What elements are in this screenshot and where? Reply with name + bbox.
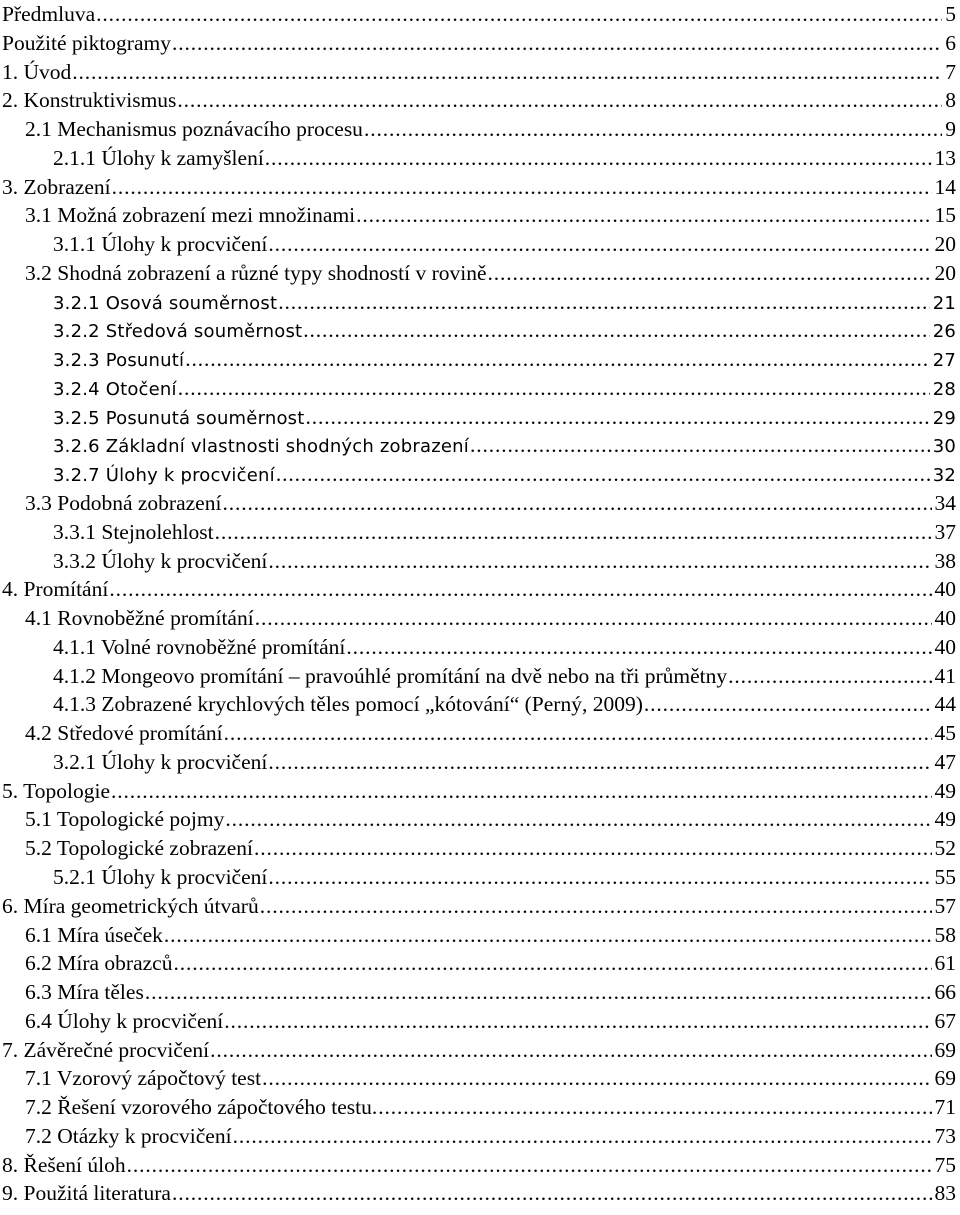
toc-entry[interactable] bbox=[0, 489, 960, 518]
toc-entry-page-number: 30 bbox=[932, 436, 956, 458]
toc-entry-title: 3.1.1 Úlohy k procvičení bbox=[53, 232, 268, 257]
toc-entry[interactable] bbox=[0, 518, 960, 547]
toc-entry-title: 7.1 Vzorový zápočtový test bbox=[25, 1066, 262, 1091]
toc-entry[interactable] bbox=[0, 316, 960, 345]
toc-entry-title: 6.1 Míra úseček bbox=[25, 922, 163, 947]
toc-entry-page-number: 75 bbox=[934, 1152, 956, 1177]
dot-leader bbox=[644, 690, 932, 719]
toc-entry-page-number: 69 bbox=[934, 1066, 956, 1091]
toc-entry[interactable] bbox=[0, 662, 960, 691]
dot-leader bbox=[173, 949, 931, 978]
toc-entry-page-number: 49 bbox=[934, 778, 956, 803]
dot-leader bbox=[265, 144, 932, 173]
toc-entry[interactable] bbox=[0, 949, 960, 978]
dot-leader bbox=[177, 86, 942, 115]
toc-entry[interactable] bbox=[0, 431, 960, 460]
dot-leader bbox=[224, 719, 932, 748]
dot-leader bbox=[224, 1007, 931, 1036]
dot-leader bbox=[378, 1093, 931, 1122]
toc-entry-title: 3.2.7 Úlohy k procvičení bbox=[53, 465, 275, 487]
dot-leader bbox=[488, 259, 932, 288]
dot-leader bbox=[470, 431, 930, 460]
toc-entry-page-number: 57 bbox=[934, 893, 956, 918]
toc-entry-page-number: 20 bbox=[934, 260, 956, 285]
toc-entry-title: 4.1 Rovnoběžné promítání bbox=[25, 606, 254, 631]
toc-entry[interactable] bbox=[0, 144, 960, 173]
toc-entry-title: 4. Promítání bbox=[2, 577, 109, 602]
toc-entry-title: 7.2 Otázky k procvičení bbox=[25, 1123, 232, 1148]
dot-leader bbox=[364, 115, 942, 144]
toc-entry-title: 6.4 Úlohy k procvičení bbox=[25, 1008, 224, 1033]
toc-entry-page-number: 47 bbox=[934, 749, 956, 774]
toc-entry-title: 5.2.1 Úlohy k procvičení bbox=[53, 864, 268, 889]
toc-entry-page-number: 45 bbox=[934, 721, 956, 746]
toc-entry[interactable] bbox=[0, 374, 960, 403]
toc-entry-title: Předmluva bbox=[2, 2, 96, 26]
dot-leader bbox=[178, 374, 930, 403]
toc-entry-page-number: 32 bbox=[932, 465, 956, 487]
toc-entry-page-number: 40 bbox=[934, 577, 956, 602]
toc-entry-title: 6. Míra geometrických útvarů bbox=[2, 893, 259, 918]
toc-entry-page-number: 14 bbox=[934, 174, 956, 199]
toc-entry-title: 9. Použitá literatura bbox=[2, 1181, 171, 1206]
toc-entry[interactable] bbox=[0, 29, 960, 58]
toc-entry[interactable] bbox=[0, 633, 960, 662]
toc-entry-title: 4.1.2 Mongeovo promítání – pravoúhlé promítání na dvě nebo na tři průmětny bbox=[53, 663, 728, 688]
toc-entry-page-number: 44 bbox=[934, 692, 956, 717]
toc-entry[interactable] bbox=[0, 1064, 960, 1093]
dot-leader bbox=[254, 834, 932, 863]
toc-entry-page-number: 40 bbox=[934, 606, 956, 631]
toc-entry[interactable] bbox=[0, 834, 960, 863]
toc-entry-page-number: 73 bbox=[934, 1123, 956, 1148]
toc-entry-page-number: 69 bbox=[934, 1037, 956, 1062]
toc-entry-title: 3.2.2 Středová souměrnost bbox=[53, 321, 303, 343]
toc-entry[interactable] bbox=[0, 259, 960, 288]
toc-entry[interactable] bbox=[0, 719, 960, 748]
toc-entry[interactable] bbox=[0, 0, 960, 29]
toc-entry[interactable] bbox=[0, 1036, 960, 1065]
toc-entry-title: 3.3.2 Úlohy k procvičení bbox=[53, 548, 268, 573]
toc-entry-title: 1. Úvod bbox=[2, 59, 72, 84]
toc-entry-page-number: 15 bbox=[934, 203, 956, 228]
toc-entry-title: 4.1.3 Zobrazené krychlových těles pomocí „kótování“ (Perný, 2009) bbox=[53, 692, 643, 717]
dot-leader bbox=[268, 748, 931, 777]
dot-leader bbox=[96, 0, 942, 29]
toc-entry-title: 5.2 Topologické zobrazení bbox=[25, 836, 253, 861]
toc-entry-page-number: 9 bbox=[945, 117, 956, 142]
toc-entry[interactable] bbox=[0, 115, 960, 144]
toc-entry-page-number: 40 bbox=[934, 634, 956, 659]
dot-leader bbox=[262, 1064, 931, 1093]
toc-entry[interactable] bbox=[0, 1122, 960, 1151]
toc-entry-title: 4.1.1 Volné rovnoběžné promítání bbox=[53, 634, 346, 659]
toc-entry[interactable] bbox=[0, 604, 960, 633]
dot-leader bbox=[210, 1036, 931, 1065]
dot-leader bbox=[164, 921, 932, 950]
toc-entry-title: 3. Zobrazení bbox=[2, 174, 111, 199]
toc-entry-page-number: 5 bbox=[945, 2, 956, 26]
toc-entry[interactable] bbox=[0, 921, 960, 950]
toc-entry[interactable] bbox=[0, 345, 960, 374]
toc-entry-page-number: 37 bbox=[934, 519, 956, 544]
toc-entry-title: 5.1 Topologické pojmy bbox=[25, 807, 225, 832]
toc-entry[interactable] bbox=[0, 403, 960, 432]
toc-entry-page-number: 13 bbox=[934, 145, 956, 170]
toc-entry[interactable] bbox=[0, 86, 960, 115]
toc-entry[interactable] bbox=[0, 863, 960, 892]
toc-entry-title: 2.1.1 Úlohy k zamyšlení bbox=[53, 145, 264, 170]
dot-leader bbox=[233, 1122, 932, 1151]
toc-entry[interactable] bbox=[0, 690, 960, 719]
toc-entry-title: 2. Konstruktivismus bbox=[2, 88, 177, 113]
toc-entry-page-number: 29 bbox=[932, 407, 956, 429]
toc-entry-title: 8. Řešení úloh bbox=[2, 1152, 126, 1177]
toc-entry-title: 3.3 Podobná zobrazení bbox=[25, 491, 222, 516]
dot-leader bbox=[145, 978, 932, 1007]
toc-entry-title: 6.2 Míra obrazců bbox=[25, 951, 173, 976]
toc-entry-page-number: 28 bbox=[932, 378, 956, 400]
toc-entry-page-number: 20 bbox=[934, 232, 956, 257]
dot-leader bbox=[109, 575, 931, 604]
toc-entry-page-number: 55 bbox=[934, 864, 956, 889]
dot-leader bbox=[356, 201, 931, 230]
dot-leader bbox=[72, 58, 942, 87]
toc-entry-page-number: 34 bbox=[934, 491, 956, 516]
dot-leader bbox=[268, 863, 931, 892]
toc-entry-page-number: 27 bbox=[932, 350, 956, 372]
toc-entry[interactable] bbox=[0, 288, 960, 317]
dot-leader bbox=[303, 316, 929, 345]
toc-entry[interactable] bbox=[0, 1093, 960, 1122]
toc-entry[interactable] bbox=[0, 1179, 960, 1208]
dot-leader bbox=[346, 633, 931, 662]
dot-leader bbox=[278, 288, 929, 317]
toc-entry-title: 7. Závěrečné procvičení bbox=[2, 1037, 210, 1062]
dot-leader bbox=[268, 230, 931, 259]
toc-entry-title: 3.3.1 Stejnolehlost bbox=[53, 519, 214, 544]
toc-entry-title: 3.2.3 Posunutí bbox=[53, 350, 185, 372]
toc-entry-title: 5. Topologie bbox=[2, 778, 110, 803]
dot-leader bbox=[728, 662, 931, 691]
dot-leader bbox=[225, 805, 931, 834]
toc-entry[interactable] bbox=[0, 892, 960, 921]
dot-leader bbox=[306, 403, 930, 432]
dot-leader bbox=[268, 547, 931, 576]
toc-entry-title: 6.3 Míra těles bbox=[25, 980, 144, 1005]
dot-leader bbox=[215, 518, 932, 547]
dot-leader bbox=[172, 1179, 932, 1208]
dot-leader bbox=[255, 604, 932, 633]
toc-entry-page-number: 38 bbox=[934, 548, 956, 573]
toc-entry-page-number: 41 bbox=[934, 663, 956, 688]
toc-entry[interactable] bbox=[0, 1151, 960, 1180]
toc-entry-title: 3.1 Možná zobrazení mezi množinami bbox=[25, 203, 356, 228]
toc-entry[interactable] bbox=[0, 748, 960, 777]
toc-entry-title: 4.2 Středové promítání bbox=[25, 721, 223, 746]
toc-entry-title: 3.2.4 Otočení bbox=[53, 378, 177, 400]
toc-entry-title: 7.2 Řešení vzorového zápočtového testu. bbox=[25, 1095, 378, 1120]
toc-entry[interactable] bbox=[0, 1007, 960, 1036]
toc-entry-page-number: 6 bbox=[945, 30, 956, 55]
dot-leader bbox=[185, 345, 929, 374]
toc-entry-page-number: 58 bbox=[934, 922, 956, 947]
toc-entry-page-number: 67 bbox=[934, 1008, 956, 1033]
toc-entry-title: 3.2.1 Osová souměrnost bbox=[53, 292, 278, 314]
toc-entry-page-number: 8 bbox=[945, 88, 956, 113]
dot-leader bbox=[222, 489, 931, 518]
toc-entry-page-number: 7 bbox=[945, 59, 956, 84]
toc-entry-title: 3.2.6 Základní vlastnosti shodných zobrazení bbox=[53, 436, 469, 458]
dot-leader bbox=[127, 1151, 932, 1180]
toc-entry[interactable] bbox=[0, 575, 960, 604]
toc-entry-title: 3.2.1 Úlohy k procvičení bbox=[53, 749, 268, 774]
toc-entry[interactable] bbox=[0, 547, 960, 576]
toc-entry-page-number: 83 bbox=[934, 1181, 956, 1206]
toc-entry-title: Použité piktogramy bbox=[2, 30, 171, 55]
toc-entry-page-number: 61 bbox=[934, 951, 956, 976]
toc-entry-title: 2.1 Mechanismus poznávacího procesu bbox=[25, 117, 363, 142]
dot-leader bbox=[260, 892, 932, 921]
toc-entry[interactable] bbox=[0, 460, 960, 489]
toc-entry-page-number: 21 bbox=[932, 292, 956, 314]
toc-entry-page-number: 49 bbox=[934, 807, 956, 832]
toc-entry[interactable] bbox=[0, 978, 960, 1007]
toc-entry[interactable] bbox=[0, 58, 960, 87]
toc-entry[interactable] bbox=[0, 173, 960, 202]
toc-entry[interactable] bbox=[0, 805, 960, 834]
dot-leader bbox=[172, 29, 942, 58]
toc-entry-page-number: 52 bbox=[934, 836, 956, 861]
dot-leader bbox=[111, 777, 932, 806]
toc-entry-page-number: 66 bbox=[934, 980, 956, 1005]
dot-leader bbox=[276, 460, 930, 489]
toc-entry-page-number: 71 bbox=[934, 1095, 956, 1120]
toc-entry[interactable] bbox=[0, 201, 960, 230]
toc-entry[interactable] bbox=[0, 777, 960, 806]
dot-leader bbox=[112, 173, 932, 202]
toc-entry[interactable] bbox=[0, 230, 960, 259]
toc-entry-title: 3.2.5 Posunutá souměrnost bbox=[53, 407, 305, 429]
toc-entry-page-number: 26 bbox=[932, 321, 956, 343]
toc-entry-title: 3.2 Shodná zobrazení a různé typy shodností v rovině bbox=[25, 260, 487, 285]
